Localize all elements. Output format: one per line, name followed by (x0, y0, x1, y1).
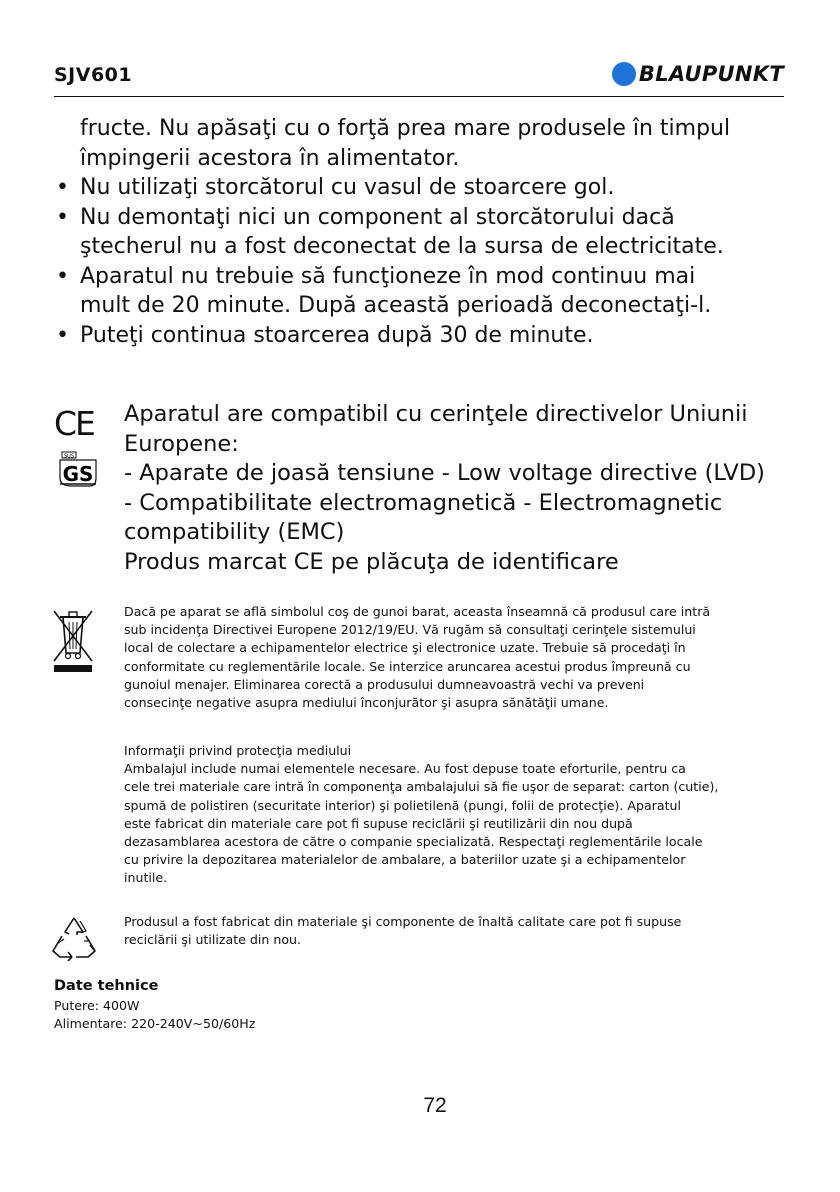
instruction-line (54, 321, 794, 351)
instruction-line (54, 232, 794, 262)
paragraph-line: local de colectare a echipamentelor electrice şi electronice uzate. Trebuie să procedaţi în (124, 640, 686, 656)
compliance-line: - Aparate de joasă tensiune - Low voltage directive (LVD) (124, 460, 765, 486)
gs-mark-icon (54, 448, 102, 490)
instruction-text: Puteţi continua stoarcerea după 30 de minute. (80, 322, 594, 348)
bullet-icon: • (56, 263, 69, 289)
compliance-line: Europene: (124, 430, 239, 457)
power-spec: Putere: 400W (54, 998, 140, 1013)
paragraph-line: Dacă pe aparat se află simbolul coş de gunoi barat, aceasta înseamnă că produsul care intră (124, 604, 711, 619)
instruction-line (54, 203, 794, 233)
crossed-bin-icon (50, 607, 96, 673)
paragraph-line: cele trei materiale care intră în componenţa ambalajului să fie uşor de separat: carton (cutie), (124, 779, 719, 795)
paragraph-line: Ambalajul include numai elementele necesare. Au fost depuse toate eforturile, pentru ca (124, 761, 686, 777)
model-number: SJV601 (54, 64, 133, 86)
bullet-icon: • (56, 175, 69, 200)
page-number: 72 (423, 1094, 447, 1117)
paragraph-line: dezasamblarea acestora de către o companie specializată. Respectaţi reglementările locale (124, 834, 703, 850)
instruction-text: fructe. Nu apăsaţi cu o forţă prea mare produsele în timpul (80, 116, 731, 141)
paragraph-line: cu privire la depozitarea materialelor de ambalare, a bateriilor uzate şi a echipamentelor (124, 852, 686, 868)
environment-info (124, 742, 804, 888)
instruction-text: Aparatul nu trebuie să funcţioneze în mod continuu mai (80, 263, 696, 289)
bullet-icon: • (56, 204, 69, 230)
instruction-text: Nu utilizaţi storcătorul cu vasul de stoarcere gol. (80, 175, 615, 200)
paragraph-line: este fabricat din materiale care pot fi supuse reciclării şi reutilizării din nou după (124, 815, 633, 831)
paragraph-line: sub incidenţa Directivei Europene 2012/19/EU. Vă rugăm să consultaţi cerinţele sistemului (124, 622, 696, 638)
instruction-line (54, 173, 794, 203)
svg-text:GS: GS (62, 462, 94, 486)
instruction-line (54, 144, 794, 174)
instruction-line (54, 114, 794, 144)
compliance-line: Aparatul are compatibil cu cerinţele directivelor Uniunii (124, 401, 748, 427)
brand-name: BLAUPUNKT (638, 62, 784, 86)
brand-dot-icon (612, 62, 636, 86)
instruction-text: ştecherul nu a fost deconectat de la sursa de electricitate. (80, 234, 724, 259)
svg-text:SUS: SUS (63, 453, 75, 460)
paragraph-line: conformitate cu reglementările locale. Se interzice aruncarea acestui produs împreună cu (124, 658, 691, 674)
supply-spec: Alimentare: 220-240V~50/60Hz (54, 1016, 256, 1032)
instruction-line (54, 291, 794, 321)
compliance-line: - Compatibilitate electromagnetică - Electromagnetic (124, 489, 723, 516)
instruction-text: mult de 20 minute. După această perioadă deconectaţi-l. (80, 293, 712, 318)
instruction-text: Nu demontaţi nici un component al storcătorului dacă (80, 204, 675, 230)
paragraph-line: Informaţii privind protecţia mediului (124, 743, 352, 758)
safety-instructions (54, 114, 794, 350)
brand-logo (612, 62, 784, 86)
compliance-line: compatibility (EMC) (124, 519, 345, 545)
weee-disposal-text (124, 603, 794, 712)
compliance-line: Produs marcat CE pe plăcuţa de identificare (124, 548, 619, 575)
ce-mark-icon: CE (54, 404, 94, 443)
recycle-text (124, 913, 794, 949)
technical-data (54, 976, 255, 1033)
paragraph-line: inutile. (124, 870, 168, 886)
recycle-icon (50, 915, 98, 961)
paragraph-line: spumă de polistiren (securitate interior) şi polietilenă (pungi, folii de protecţie). Aparatul (124, 797, 681, 813)
technical-data-title: Date tehnice (54, 978, 159, 994)
instruction-text: împingerii acestora în alimentator. (80, 145, 460, 171)
paragraph-line: Produsul a fost fabricat din materiale şi componente de înaltă calitate care pot fi supuse (124, 914, 682, 929)
compliance-text (124, 400, 794, 577)
page-header (54, 62, 784, 97)
paragraph-line: consecinţe negative asupra mediului înconjurător şi asupra sănătăţii umane. (124, 695, 609, 711)
paragraph-line: reciclării şi utilizate din nou. (124, 932, 302, 948)
bullet-icon: • (56, 322, 69, 348)
instruction-line (54, 262, 794, 292)
paragraph-line: gunoiul menajer. Eliminarea corectă a produsului dumneavoastră vechi va preveni (124, 676, 645, 692)
